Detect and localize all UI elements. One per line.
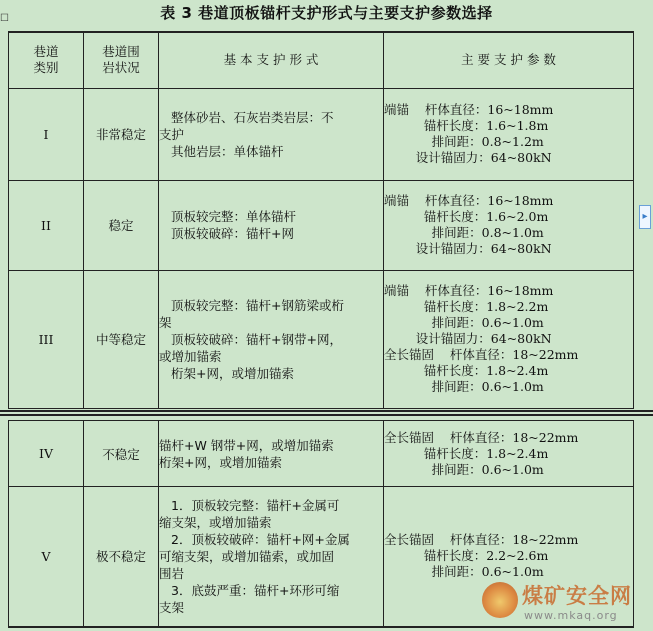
form-line: 顶板较完整：单体锚杆 <box>171 209 297 224</box>
expand-arrow-icon[interactable]: ▸ <box>639 205 651 229</box>
form-line: 顶板较破碎：锚杆+网 <box>171 226 294 241</box>
form-line: 1．顶板较完整：锚杆+金属可 <box>171 497 340 513</box>
support-form-cell <box>159 487 384 627</box>
support-params-cell <box>384 88 634 180</box>
header-support-params: 主 要 支 护 参 数 <box>384 32 634 88</box>
param-line: 锚杆长度：1.8~2.4m <box>384 445 549 461</box>
param-line: 排间距：0.6~1.0m <box>384 461 544 477</box>
param-line: 锚杆长度：1.6~1.8m <box>384 118 549 133</box>
table-row <box>9 180 634 270</box>
header-row <box>9 32 634 88</box>
category-cell: III <box>9 270 84 408</box>
watermark-site-name: 煤矿安全网 <box>522 584 632 608</box>
param-line: 排间距：0.8~1.0m <box>384 225 544 240</box>
category-cell: V <box>9 487 84 627</box>
header-category-line: 巷道 <box>33 44 59 60</box>
param-line: 锚杆长度：1.8~2.4m <box>384 363 549 378</box>
table-row <box>9 88 634 180</box>
param-line: 全长锚固 杆体直径：18~22mm <box>384 347 579 362</box>
form-line: 缩支架，或增加锚索 <box>159 514 272 530</box>
param-line: 锚杆长度：2.2~2.6m <box>384 548 549 564</box>
form-line: 顶板较完整：锚杆+钢筋梁或桁 <box>171 297 344 313</box>
form-line: 其他岩层：单体锚杆 <box>171 143 284 159</box>
support-form-cell <box>159 88 384 180</box>
param-line: 端锚 杆体直径：16~18mm <box>384 102 554 117</box>
site-watermark <box>482 580 642 626</box>
condition-cell: 中等稳定 <box>84 270 159 408</box>
form-line: 支架 <box>159 599 185 615</box>
condition-cell: 稳定 <box>84 180 159 270</box>
support-params-cell <box>384 270 634 408</box>
param-line: 排间距：0.8~1.2m <box>384 134 544 149</box>
support-form-cell <box>159 270 384 408</box>
table-row <box>9 270 634 408</box>
param-line: 排间距：0.6~1.0m <box>384 564 544 580</box>
support-params-cell <box>384 180 634 270</box>
form-line: 围岩 <box>159 565 185 581</box>
table-title: 表 3 巷道顶板锚杆支护形式与主要支护参数选择 <box>160 4 493 22</box>
param-line: 端锚 杆体直径：16~18mm <box>384 283 554 298</box>
form-line: 架 <box>159 314 172 330</box>
param-line: 设计锚固力：64~80kN <box>384 331 552 346</box>
condition-cell: 非常稳定 <box>84 88 159 180</box>
param-line: 设计锚固力：64~80kN <box>384 241 552 256</box>
param-line: 锚杆长度：1.8~2.2m <box>384 299 549 314</box>
condition-cell: 极不稳定 <box>84 487 159 627</box>
category-cell: I <box>9 88 84 180</box>
category-cell: II <box>9 180 84 270</box>
param-line: 端锚 杆体直径：16~18mm <box>384 193 554 208</box>
form-line: 或增加锚索 <box>159 348 222 364</box>
form-line: 支护 <box>159 126 185 142</box>
form-line: 桁架+网，或增加锚索 <box>159 454 282 470</box>
header-condition-line: 巷道围 <box>102 44 140 60</box>
watermark-url: www.mkaq.org <box>524 609 618 622</box>
header-condition-line: 岩状况 <box>102 60 140 76</box>
table-handle-icon[interactable]: ☐ <box>0 13 9 24</box>
param-line: 全长锚固 杆体直径：18~22mm <box>384 532 579 548</box>
header-category-line: 类别 <box>33 60 59 76</box>
flame-logo-icon <box>482 582 518 618</box>
param-line: 锚杆长度：1.6~2.0m <box>384 209 549 224</box>
form-line: 锚杆+W 钢带+网，或增加锚索 <box>159 437 334 453</box>
param-line: 排间距：0.6~1.0m <box>384 315 544 330</box>
table-row <box>9 421 634 487</box>
header-support-form: 基 本 支 护 形 式 <box>159 32 384 88</box>
param-line: 全长锚固 杆体直径：18~22mm <box>384 429 579 445</box>
form-line: 顶板较破碎：锚杆+钢带+网， <box>171 331 342 347</box>
support-form-cell <box>159 421 384 487</box>
header-condition <box>84 32 159 88</box>
param-line: 排间距：0.6~1.0m <box>384 379 544 394</box>
condition-cell: 不稳定 <box>84 421 159 487</box>
form-line: 整体砂岩、石灰岩类岩层：不 <box>171 109 334 125</box>
form-line: 可缩支架，或增加锚索，或加固 <box>159 548 335 564</box>
header-category <box>9 32 84 88</box>
support-params-cell <box>384 421 634 487</box>
page-break-divider <box>0 410 653 416</box>
form-line: 3．底鼓严重：锚杆+环形可缩 <box>171 582 340 598</box>
support-form-cell <box>159 180 384 270</box>
form-line: 桁架+网，或增加锚索 <box>171 365 294 381</box>
form-line: 2．顶板较破碎：锚杆+网+金属 <box>171 531 350 547</box>
support-table-top <box>8 31 634 409</box>
param-line: 设计锚固力：64~80kN <box>384 150 552 165</box>
category-cell: IV <box>9 421 84 487</box>
